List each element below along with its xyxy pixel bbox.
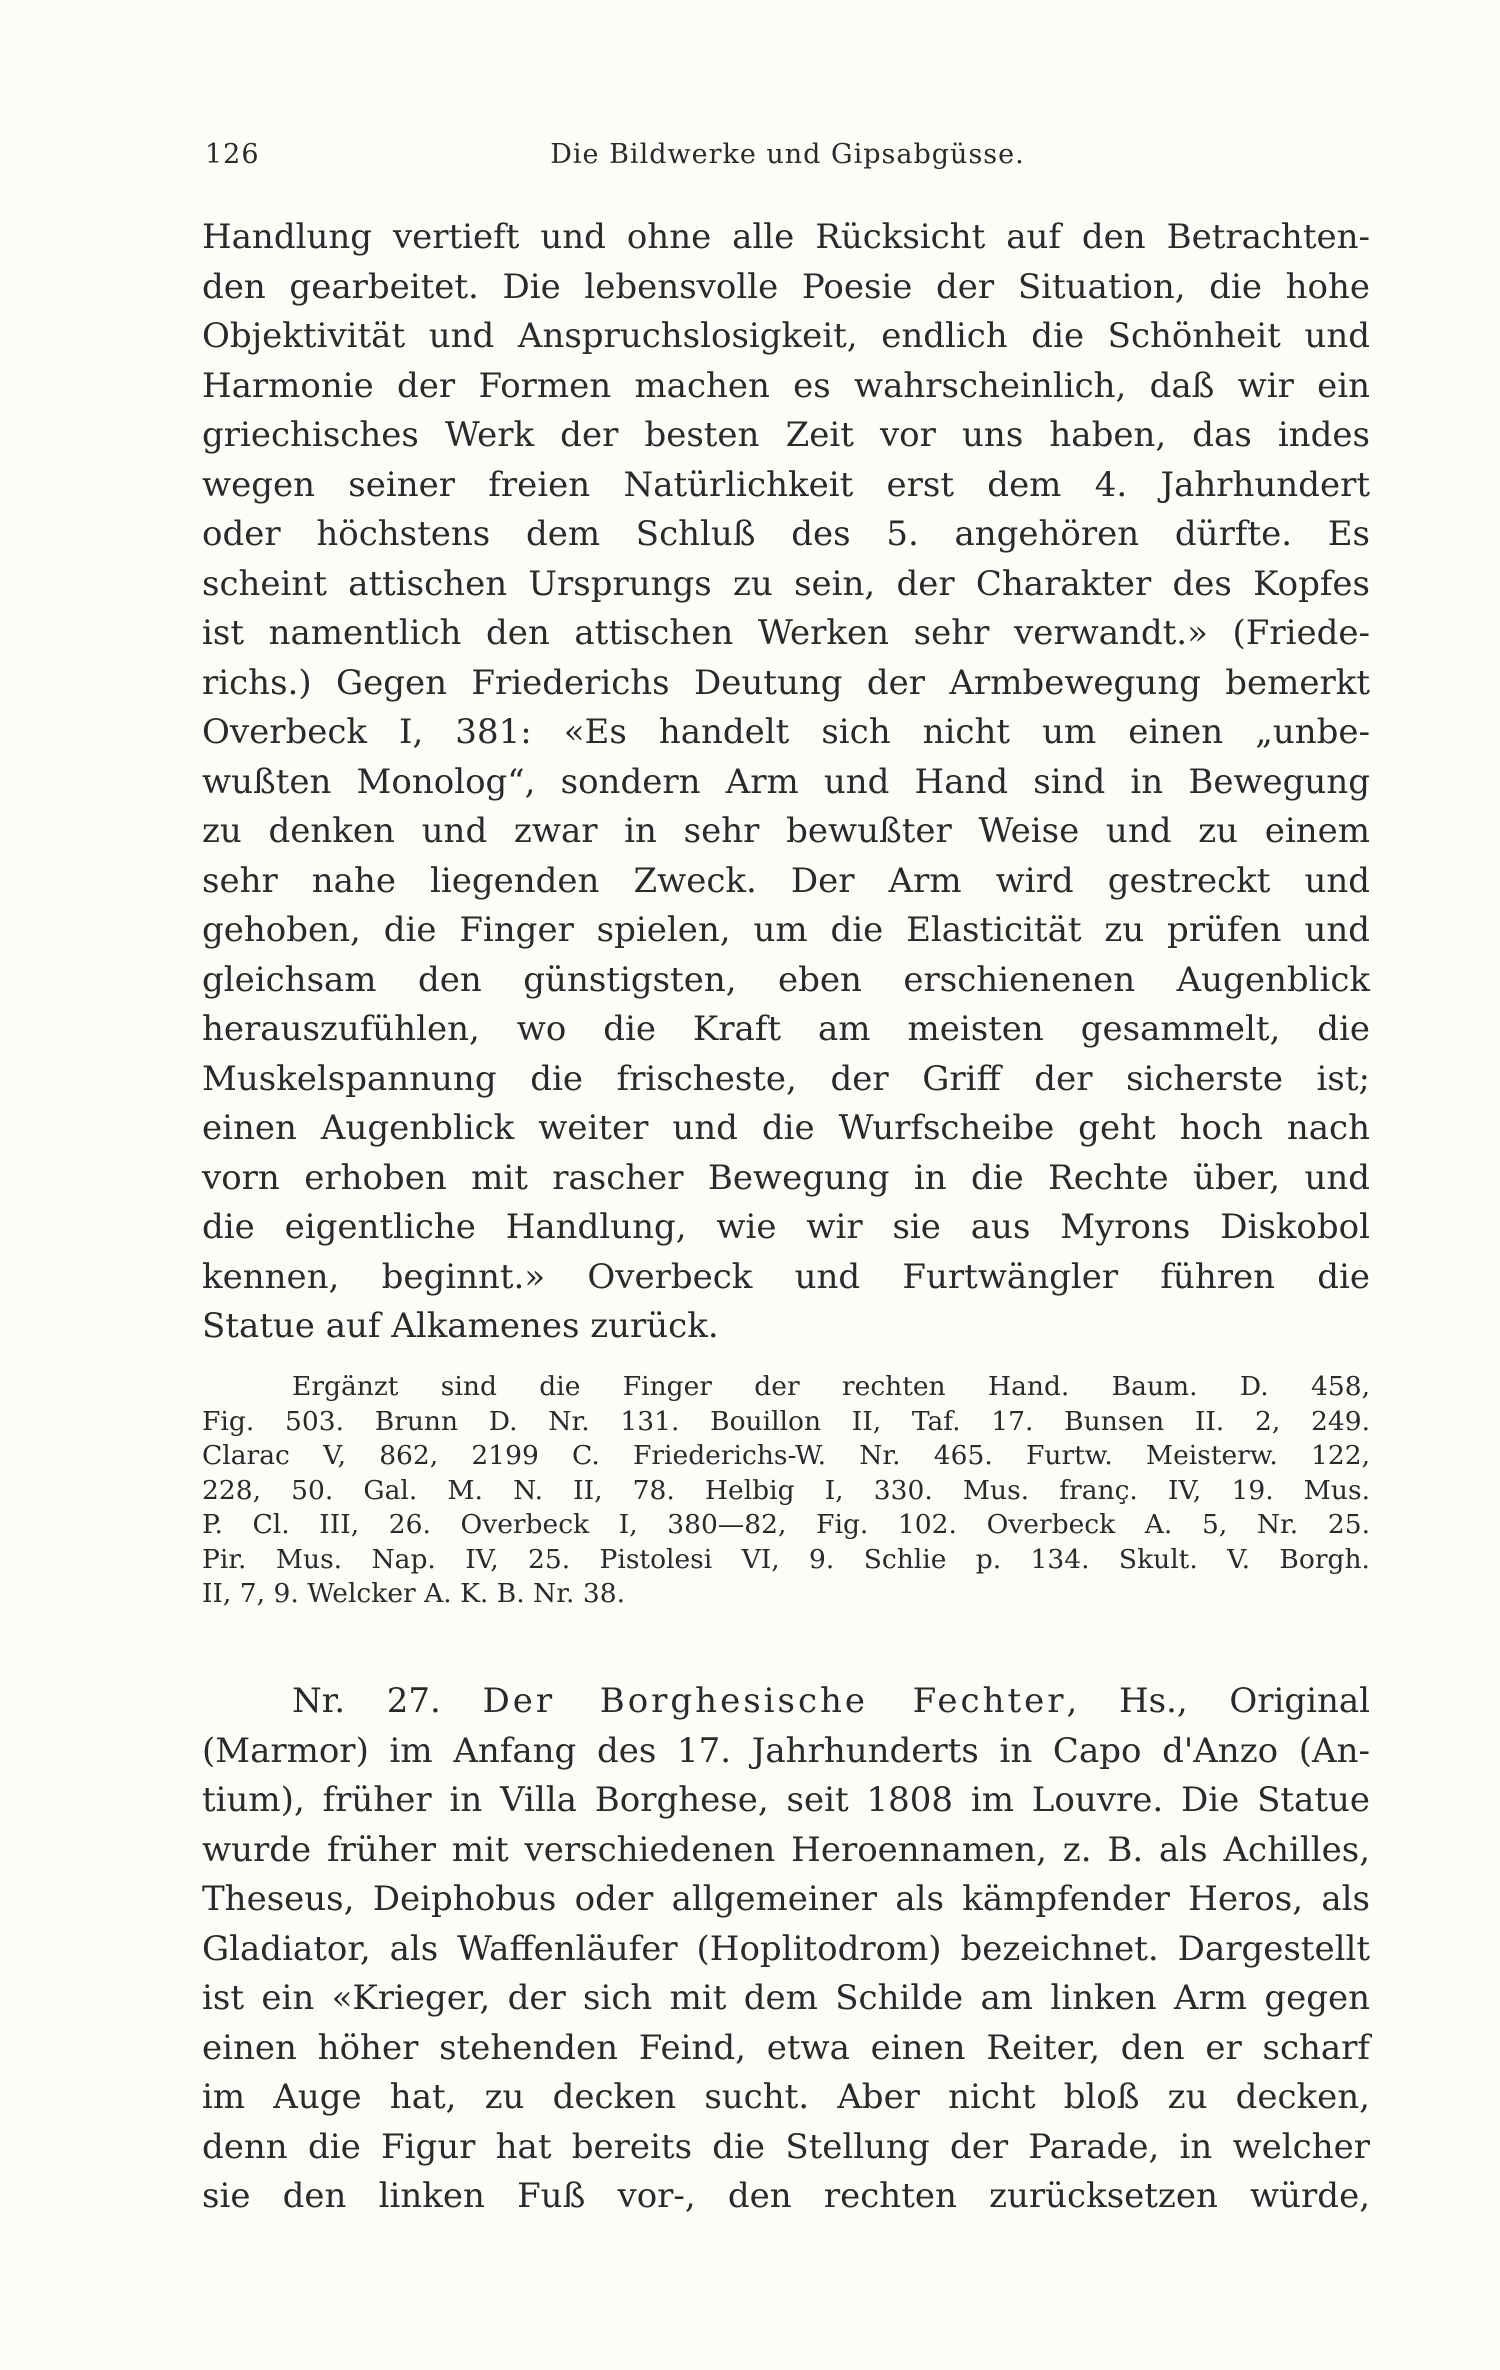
text-line: ist namentlich den attischen Werken sehr verwandt.» (Friede-	[202, 613, 1370, 653]
page-header	[205, 135, 1370, 175]
text-line: herauszufühlen, wo die Kraft am meisten gesammelt, die	[202, 1009, 1370, 1049]
reference-line: P. Cl. III, 26. Overbeck I, 380—82, Fig. 102. Overbeck A. 5, Nr. 25.	[202, 1509, 1370, 1540]
text-line: richs.) Gegen Friederichs Deutung der Armbewegung bemerkt	[202, 662, 1370, 703]
entry-number: Nr. 27.	[292, 1681, 483, 1721]
entry-nr-27	[202, 1677, 1370, 2222]
text-line: Statue auf Alkamenes zurück.	[202, 1306, 719, 1346]
text-line: im Auge hat, zu decken sucht. Aber nicht bloß zu decken,	[202, 2077, 1370, 2117]
text-line: gehoben, die Finger spielen, um die Elasticität zu prüfen und	[202, 910, 1370, 950]
reference-line: Pir. Mus. Nap. IV, 25. Pistolesi VI, 9. Schlie p. 134. Skult. V. Borgh.	[202, 1543, 1370, 1575]
text-line: einen höher stehenden Feind, etwa einen Reiter, den er scharf	[202, 2027, 1370, 2068]
running-title: Die Bildwerke und Gipsabgüsse.	[550, 139, 1025, 170]
text-line: tium), früher in Villa Borghese, seit 1808 im Louvre. Die Statue	[202, 1780, 1370, 1820]
reference-line: Fig. 503. Brunn D. Nr. 131. Bouillon II, Taf. 17. Bunsen II. 2, 249.	[202, 1405, 1370, 1437]
text-line: Handlung vertieft und ohne alle Rücksicht auf den Betrachten-	[202, 217, 1370, 257]
text-line: Muskelspannung die frischeste, der Griff der sicherste ist;	[202, 1058, 1370, 1099]
text-line: griechisches Werk der besten Zeit vor uns haben, das indes	[202, 415, 1370, 455]
references-note	[202, 1370, 1370, 1612]
entry-title: Der Borghesische Fechter	[482, 1681, 1067, 1721]
text-line: Gladiator, als Waffenläufer (Hoplitodrom) bezeichnet. Dargestellt	[202, 1928, 1370, 1969]
text-line: wurde früher mit verschiedenen Heroennamen, z. B. als Achilles,	[202, 1829, 1370, 1870]
reference-line: 228, 50. Gal. M. N. II, 78. Helbig I, 330. Mus. franç. IV, 19. Mus.	[202, 1474, 1370, 1506]
reference-line: Clarac V, 862, 2199 C. Friederichs-W. Nr. 465. Furtw. Meisterw. 122,	[202, 1440, 1370, 1471]
text-line: sehr nahe liegenden Zweck. Der Arm wird gestreckt und	[202, 860, 1370, 901]
text-line: ist ein «Krieger, der sich mit dem Schilde am linken Arm gegen	[202, 1978, 1370, 2018]
text-line: einen Augenblick weiter und die Wurfscheibe geht hoch nach	[202, 1108, 1370, 1148]
reference-line: Ergänzt sind die Finger der rechten Hand. Baum. D. 458,	[292, 1371, 1370, 1402]
paragraph-continuation	[202, 213, 1370, 1352]
text-line: (Marmor) im Anfang des 17. Jahrhunderts in Capo d'Anzo (An-	[202, 1730, 1370, 1771]
text-line: Theseus, Deiphobus oder allgemeiner als kämpfender Heros, als	[202, 1879, 1370, 1919]
text-line: die eigentliche Handlung, wie wir sie aus Myrons Diskobol	[202, 1207, 1370, 1247]
entry-heading-line	[202, 1677, 1370, 1727]
text-line: wußten Monolog“, sondern Arm und Hand sind in Bewegung	[202, 761, 1370, 802]
text-line: gleichsam den günstigsten, eben erschienenen Augenblick	[202, 959, 1370, 1000]
text-line: vorn erhoben mit rascher Bewegung in die Rechte über, und	[202, 1157, 1370, 1198]
page-number: 126	[205, 139, 260, 170]
text-line: oder höchstens dem Schluß des 5. angehören dürfte. Es	[202, 514, 1370, 554]
text-line: Harmonie der Formen machen es wahrscheinlich, daß wir ein	[202, 365, 1370, 406]
text-line: kennen, beginnt.» Overbeck und Furtwängler führen die	[202, 1256, 1370, 1297]
entry-heading-rest: , Hs., Original	[1066, 1681, 1371, 1721]
text-line: zu denken und zwar in sehr bewußter Weise und zu einem	[202, 811, 1370, 851]
text-line: den gearbeitet. Die lebensvolle Poesie der Situation, die hohe	[202, 266, 1370, 307]
text-line: sie den linken Fuß vor-, den rechten zurücksetzen würde,	[202, 2176, 1370, 2216]
text-line: scheint attischen Ursprungs zu sein, der Charakter des Kopfes	[202, 563, 1370, 604]
text-line: denn die Figur hat bereits die Stellung der Parade, in welcher	[202, 2126, 1370, 2167]
reference-line: II, 7, 9. Welcker A. K. B. Nr. 38.	[202, 1578, 625, 1609]
text-line: Overbeck I, 381: «Es handelt sich nicht um einen „unbe-	[202, 712, 1370, 752]
text-line: wegen seiner freien Natürlichkeit erst dem 4. Jahrhundert	[202, 464, 1370, 505]
text-line: Objektivität und Anspruchslosigkeit, endlich die Schönheit und	[202, 316, 1370, 356]
